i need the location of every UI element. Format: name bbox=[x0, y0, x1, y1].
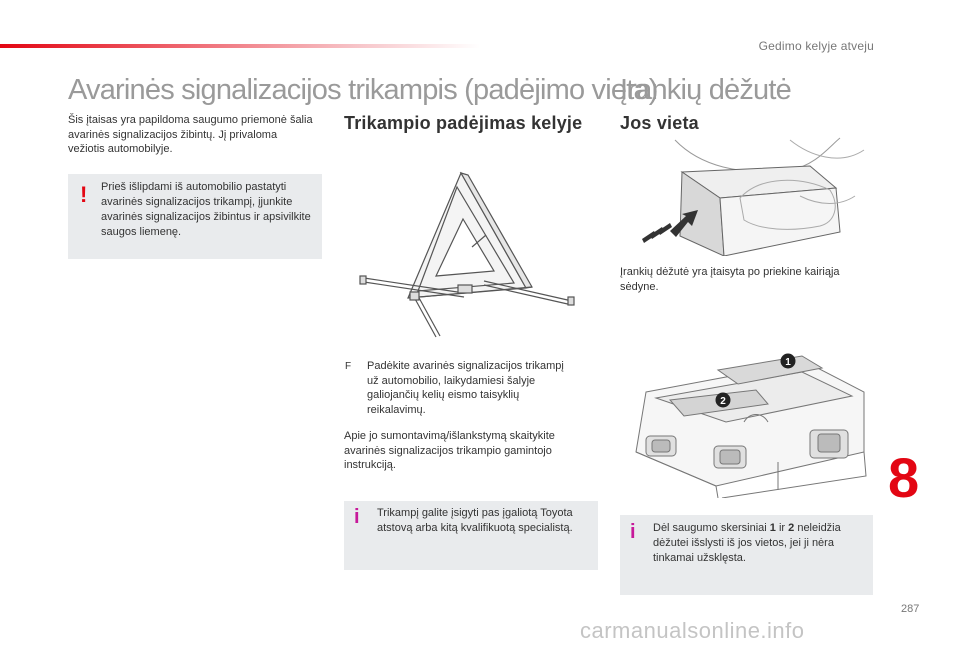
section-header: Gedimo kelyje atveju bbox=[758, 39, 874, 53]
toolbox-location-subtitle: Jos vieta bbox=[620, 113, 699, 133]
info-icon: i bbox=[630, 521, 636, 543]
warning-triangle-illustration bbox=[346, 165, 586, 350]
triangle-info-text: Trikampį galite įsigyti pas įgaliotą Toyota atstovą arba kitą kvalifikuotą specialistą. bbox=[377, 507, 573, 534]
warning-text: Prieš išlipdami iš automobilio pastatyti avarinės signalizacijos trikampį, įjunkite avarinės signalizacijos žibintus ir apsivilkite saugos liemenę. bbox=[101, 181, 311, 238]
toolbox-caption: Įrankių dėžutė yra įtaisyta po priekine kairiąja sėdyne. bbox=[620, 266, 840, 293]
warning-exclamation-icon: ! bbox=[80, 182, 88, 207]
callout-2-label: 2 bbox=[720, 396, 726, 407]
page-number: 287 bbox=[901, 603, 920, 615]
toolbox-crossbars-illustration bbox=[626, 352, 872, 498]
triangle-note-text: Apie jo sumontavimą/išlankstymą skaitykite avarinės signalizacijos trikampio gamintojo instrukciją. bbox=[344, 430, 555, 471]
triangle-step-text: Padėkite avarinės signalizacijos trikampį už automobilio, laikydamiesi šalyje galiojančių kelių eismo taisyklių reikalavimų. bbox=[367, 360, 564, 416]
info-icon: i bbox=[354, 506, 360, 528]
callout-1-label: 1 bbox=[785, 357, 791, 368]
chapter-number: 8 bbox=[888, 446, 920, 509]
header-accent-bar bbox=[0, 44, 480, 48]
watermark: carmanualsonline.info bbox=[580, 618, 805, 643]
toolbox-section-title: Įrankių dėžutė bbox=[620, 74, 791, 106]
toolbox-info-text: Dėl saugumo skersiniai 1 ir 2 neleidžia dėžutei išslysti iš jos vietos, jei ji nėra tinkamai užsklęsta. bbox=[653, 522, 841, 564]
triangle-section-title: Trikampio padėjimas kelyje bbox=[344, 113, 583, 133]
step-bullet-icon: F bbox=[345, 361, 352, 372]
toolbox-under-seat-illustration bbox=[640, 136, 865, 256]
left-page-title: Avarinės signalizacijos trikampis (padėjimo vieta) bbox=[68, 74, 658, 106]
left-intro-text: Šis įtaisas yra papildoma saugumo priemonė šalia avarinės signalizacijos žibintų. Jį privaloma vežiotis automobilyje. bbox=[68, 114, 313, 155]
